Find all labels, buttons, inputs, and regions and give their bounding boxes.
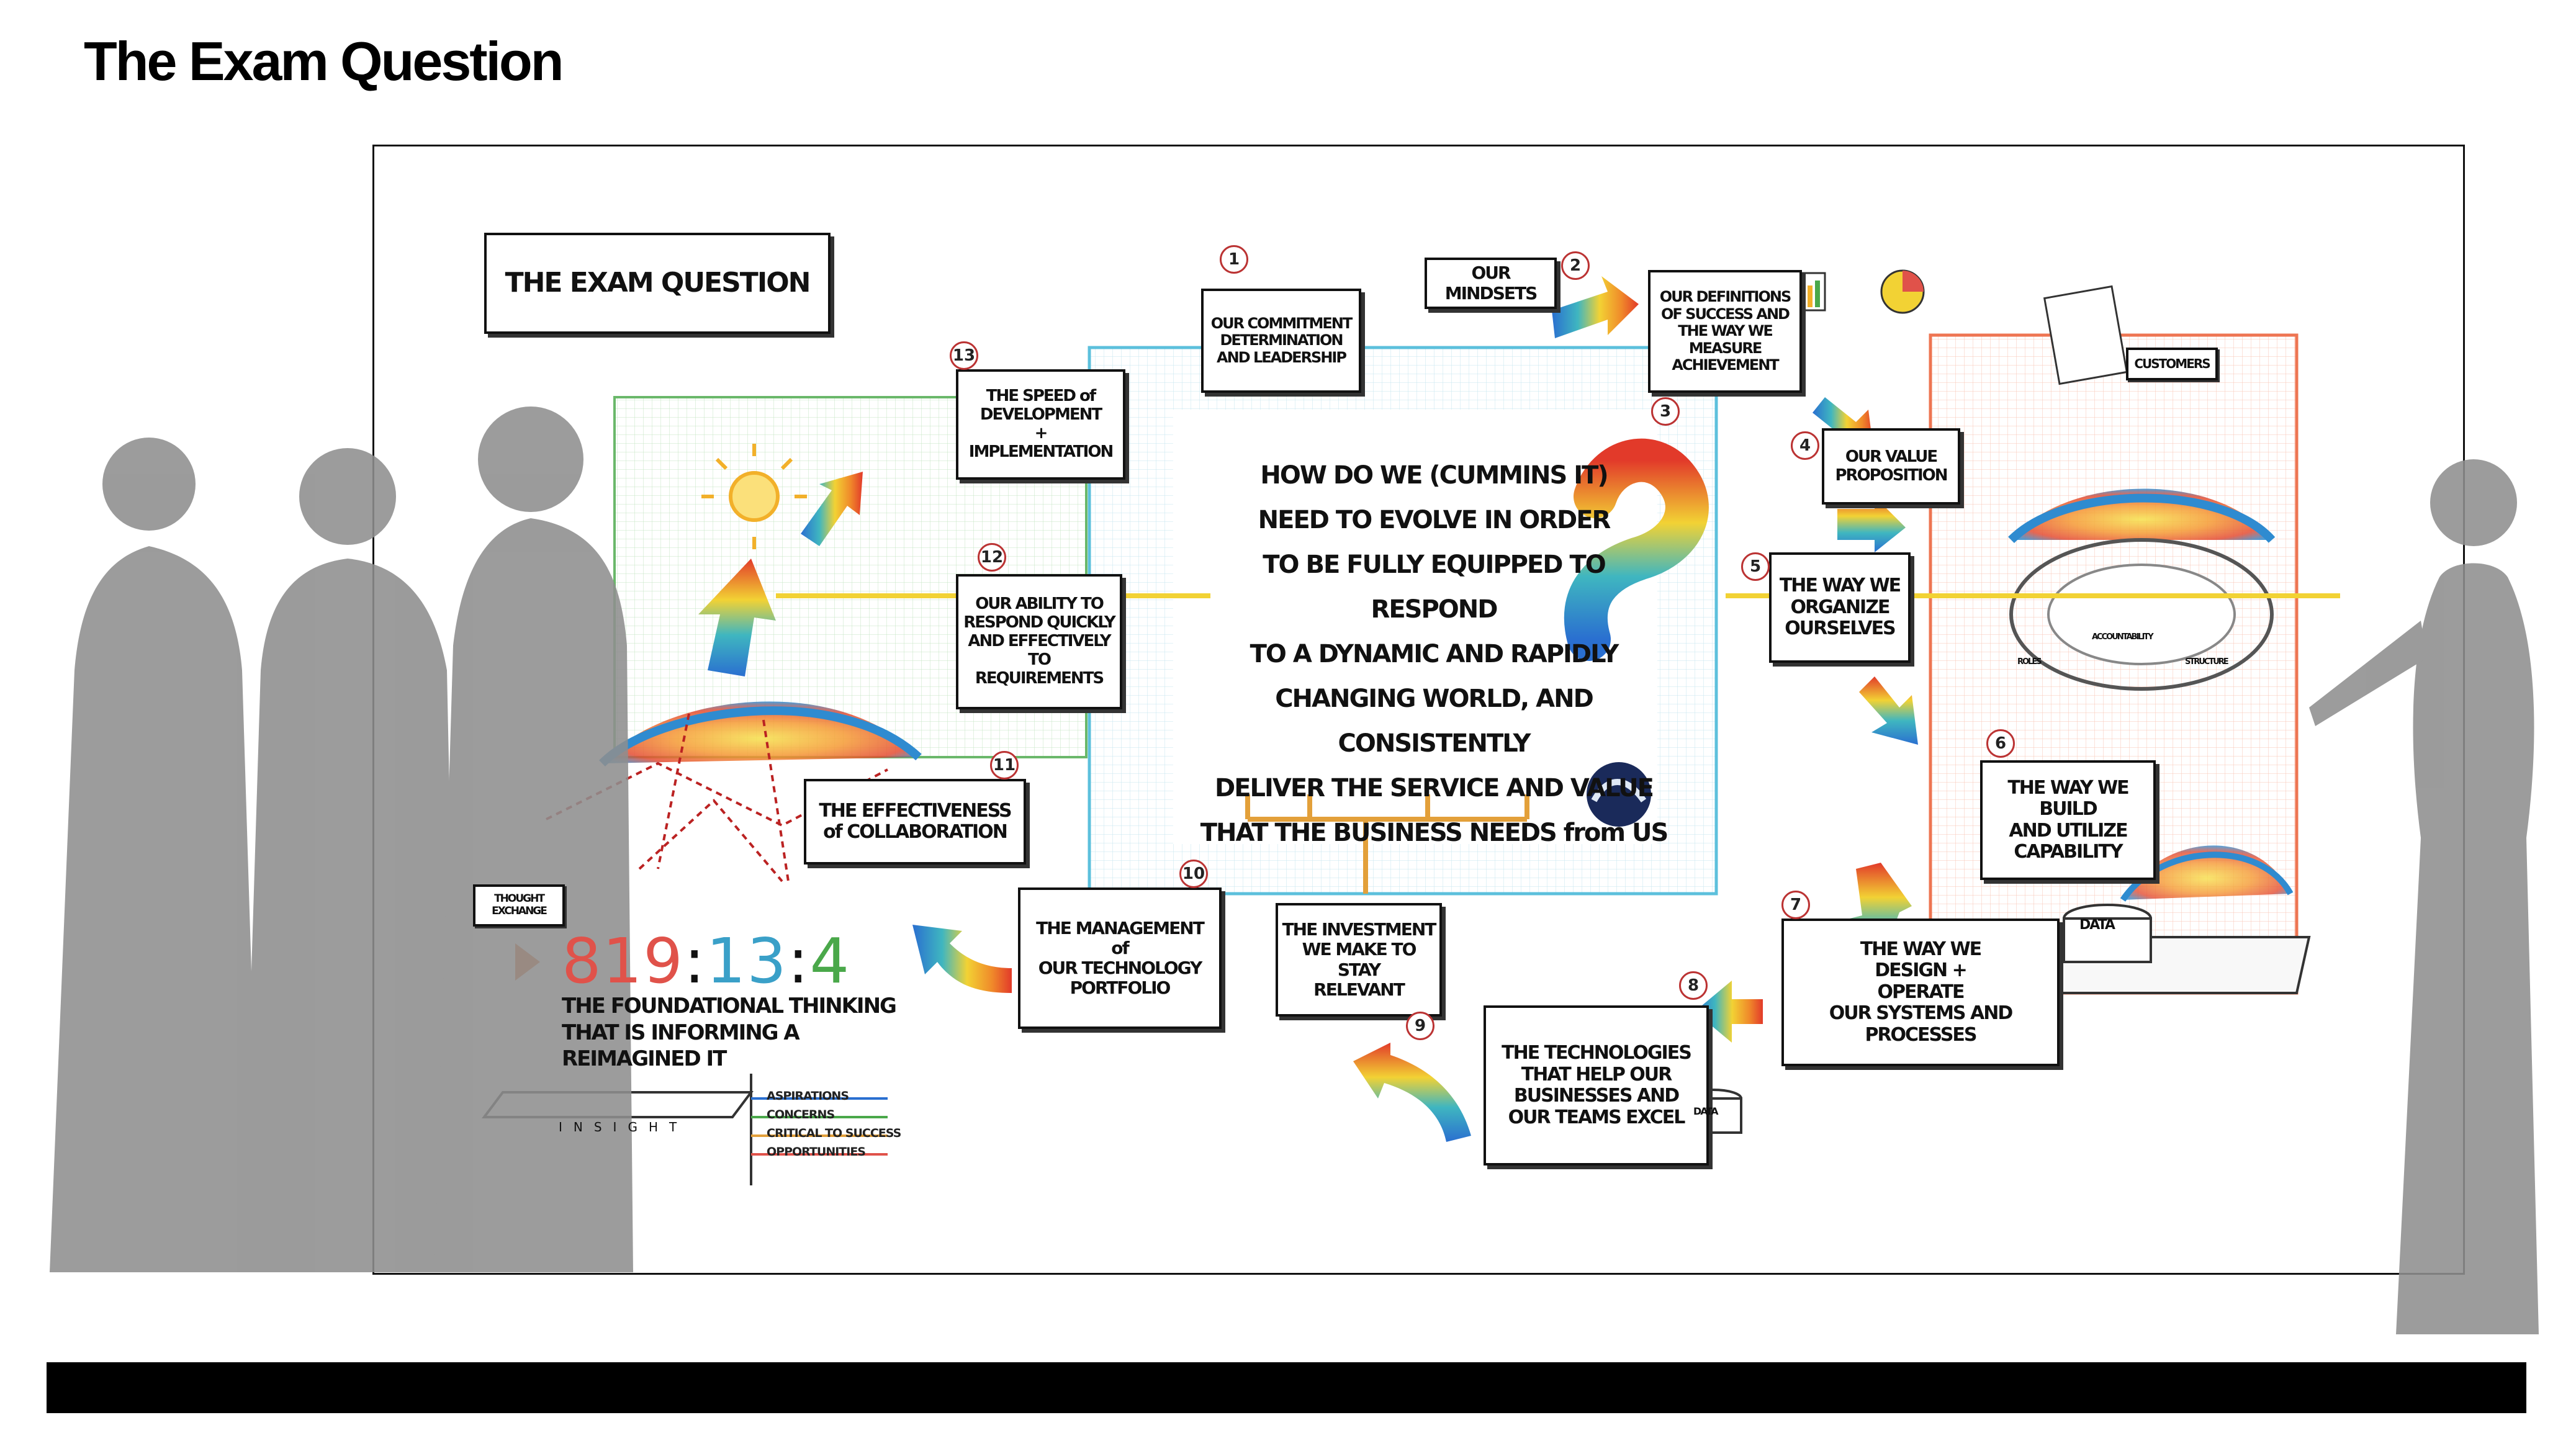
footer-bar bbox=[47, 1362, 2526, 1413]
step-8-number: 8 bbox=[1679, 971, 1708, 1000]
data-label-small: DATA bbox=[1693, 1105, 1718, 1117]
step-6-box bbox=[1980, 760, 2156, 880]
step-4-label: OUR VALUE PROPOSITION bbox=[1835, 447, 1947, 485]
step-9-box bbox=[1276, 903, 1442, 1017]
slide-title: The Exam Question bbox=[84, 30, 562, 92]
step-8-box bbox=[1484, 1005, 1709, 1166]
step-4-box bbox=[1822, 428, 1960, 505]
step-2-box bbox=[1425, 258, 1557, 309]
presenter-silhouette-right bbox=[2309, 459, 2539, 1334]
structure-label: STRUCTURE bbox=[2185, 657, 2228, 667]
step-13-number: 13 bbox=[950, 341, 978, 370]
step-5-number: 5 bbox=[1741, 552, 1770, 581]
arrow-2-to-3 bbox=[1552, 276, 1639, 338]
arrow-5-to-6 bbox=[1859, 676, 1918, 745]
thought-exchange-tag bbox=[473, 884, 565, 927]
step-11-number: 11 bbox=[990, 751, 1019, 779]
exam-question-title: THE EXAM QUESTION bbox=[505, 267, 810, 299]
step-12-number: 12 bbox=[978, 543, 1006, 572]
step-9-label: THE INVESTMENT WE MAKE TO STAY RELEVANT bbox=[1282, 919, 1436, 1000]
step-1-label: OUR COMMITMENT DETERMINATION AND LEADERSHIP bbox=[1210, 314, 1352, 366]
stat-critical: 4 bbox=[809, 925, 851, 997]
customers-label: CUSTOMERS bbox=[2134, 356, 2210, 371]
step-7-box bbox=[1781, 919, 2060, 1066]
step-13-label: THE SPEED of DEVELOPMENT + IMPLEMENTATION bbox=[968, 387, 1113, 461]
insight-label: INSIGHT bbox=[559, 1120, 688, 1134]
people-silhouettes-left bbox=[50, 407, 633, 1272]
step-12-box bbox=[956, 574, 1122, 709]
step-7-label: THE WAY WE DESIGN + OPERATE OUR SYSTEMS AND PROCESSES bbox=[1829, 938, 2012, 1046]
step-2-number: 2 bbox=[1561, 251, 1590, 280]
step-12-label: OUR ABILITY TO RESPOND QUICKLY AND EFFECTIVELY TO REQUIREMENTS bbox=[963, 595, 1115, 688]
central-question: HOW DO WE (CUMMINS IT) NEED TO EVOLVE IN ORDER TO BE FULLY EQUIPPED TO RESPOND TO A DYNAMIC AND RAPIDLY CHANGING WORLD, AND CONSISTENTLY DELIVER THE SERVICE AND VALUE THAT THE BUSINESS NEEDS from US bbox=[1200, 461, 1668, 847]
step-4-number: 4 bbox=[1791, 431, 1819, 460]
arrow-10-to-11 bbox=[912, 925, 1012, 993]
foundation-text: THE FOUNDATIONAL THINKING THAT IS INFORMING A REIMAGINED IT bbox=[562, 994, 896, 1071]
legend-critical: CRITICAL TO SUCCESS bbox=[767, 1126, 901, 1140]
stat-aspirations: 819 bbox=[562, 925, 684, 997]
document-icon bbox=[2045, 287, 2127, 384]
step-3-box bbox=[1648, 270, 1802, 393]
legend-opportunities: OPPORTUNITIES bbox=[767, 1145, 865, 1159]
customers-tag bbox=[2126, 348, 2218, 380]
step-8-label: THE TECHNOLOGIES THAT HELP OUR BUSINESSES AND OUR TEAMS EXCEL bbox=[1502, 1042, 1691, 1128]
step-5-label: THE WAY WE ORGANIZE OURSELVES bbox=[1779, 575, 1901, 640]
arrow-8-to-9 bbox=[1353, 1043, 1471, 1142]
step-13-box bbox=[956, 369, 1125, 480]
accountability-label: ACCOUNTABILITY bbox=[2092, 632, 2153, 642]
step-5-box bbox=[1769, 552, 1911, 663]
step-2-label: OUR MINDSETS bbox=[1444, 263, 1537, 303]
step-6-label: THE WAY WE BUILD AND UTILIZE CAPABILITY bbox=[2007, 776, 2128, 863]
stats-readout: 819:13:4 bbox=[562, 925, 851, 997]
step-1-box bbox=[1201, 289, 1361, 393]
step-10-number: 10 bbox=[1179, 860, 1208, 888]
arrow-4-to-5 bbox=[1837, 496, 1906, 552]
step-9-number: 9 bbox=[1406, 1012, 1434, 1040]
step-11-box bbox=[804, 779, 1026, 865]
exam-question-title-box bbox=[484, 233, 831, 334]
legend-aspirations: ASPIRATIONS bbox=[767, 1089, 849, 1103]
step-7-number: 7 bbox=[1781, 891, 1810, 919]
step-6-number: 6 bbox=[1986, 729, 2015, 758]
legend-concerns: CONCERNS bbox=[767, 1108, 835, 1121]
step-10-label: THE MANAGEMENT of OUR TECHNOLOGY PORTFOLIO bbox=[1036, 917, 1204, 999]
step-3-number: 3 bbox=[1651, 397, 1680, 426]
stat-concerns: 13 bbox=[706, 925, 788, 997]
thought-exchange-label: THOUGHT EXCHANGE bbox=[492, 892, 546, 917]
step-1-number: 1 bbox=[1220, 245, 1248, 274]
step-3-label: OUR DEFINITIONS OF SUCCESS AND THE WAY WE MEASURE ACHIEVEMENT bbox=[1659, 288, 1791, 374]
step-11-label: THE EFFECTIVENESS of COLLABORATION bbox=[819, 799, 1011, 843]
roles-label: ROLES bbox=[2017, 657, 2041, 667]
step-10-box bbox=[1018, 887, 1222, 1029]
data-label: DATA bbox=[2079, 917, 2114, 933]
